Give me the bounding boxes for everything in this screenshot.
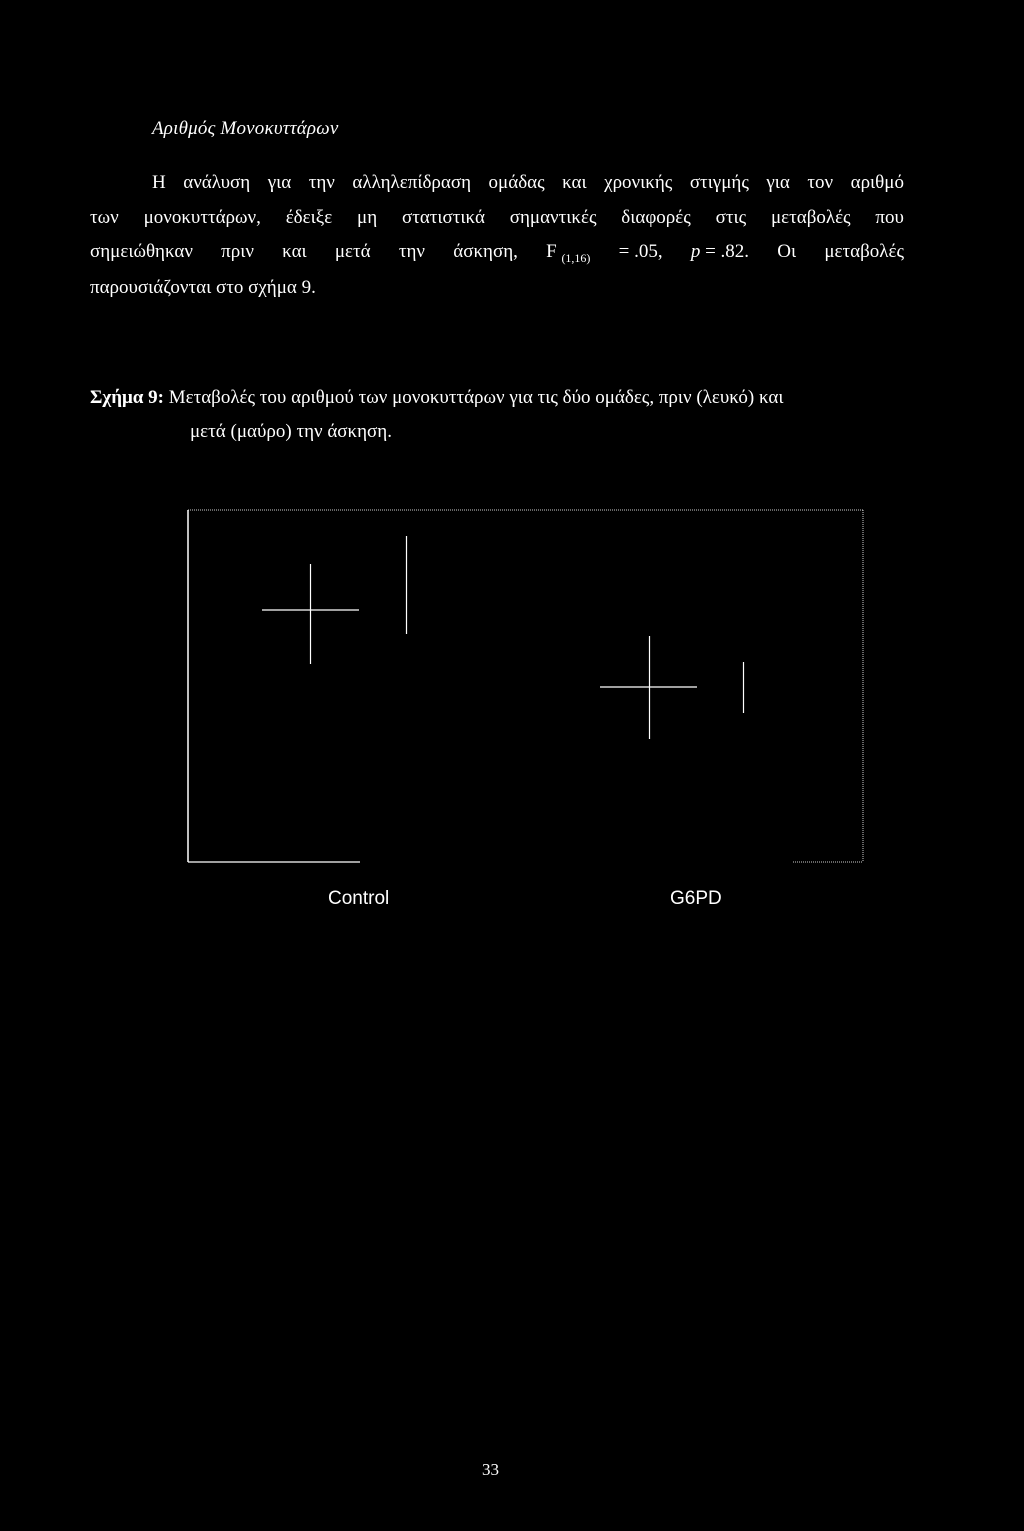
word: ανάλυση <box>183 172 251 193</box>
word: διαφορές <box>621 206 691 228</box>
word: στις <box>715 206 747 228</box>
word: Η <box>152 172 166 193</box>
p-statistic <box>691 235 749 271</box>
word: μεταβολές <box>770 206 851 228</box>
word: για <box>766 172 790 193</box>
word: αριθμό <box>850 172 904 193</box>
f-label: F <box>546 241 557 262</box>
word: πριν <box>221 241 254 262</box>
page-number: 33 <box>482 1460 499 1479</box>
f-statistic <box>546 235 590 271</box>
word: άσκηση, <box>453 241 518 262</box>
body-paragraph <box>90 166 904 305</box>
word: στιγμής <box>689 172 749 193</box>
caption-label: Σχήμα 9: <box>90 387 164 408</box>
monocyte-chart <box>186 506 866 876</box>
figure-caption <box>90 381 920 449</box>
word: σημαντικές <box>509 206 597 228</box>
section-heading: Αριθμός Μονοκυττάρων <box>152 118 339 139</box>
word: στατιστικά <box>401 206 485 228</box>
caption-line-2: μετά (μαύρο) την άσκηση. <box>190 421 392 442</box>
paragraph-line-1 <box>90 166 904 201</box>
paragraph-line-4: παρουσιάζονται στο σχήμα 9. <box>90 276 316 298</box>
word: μονοκυττάρων, <box>143 206 261 228</box>
word: για <box>267 172 292 193</box>
f-degrees-of-freedom: (1,16) <box>561 251 591 265</box>
word: των <box>90 206 119 228</box>
bar-control-before <box>262 564 359 664</box>
x-tick-control: Control <box>328 888 390 909</box>
caption-line-1 <box>90 381 920 415</box>
word: σημειώθηκαν <box>90 241 193 262</box>
word: αλληλεπίδραση <box>352 172 472 193</box>
f-value: = .05, <box>618 241 663 262</box>
word: έδειξε <box>285 206 333 228</box>
paragraph-line-2 <box>90 201 904 236</box>
word: και <box>282 241 307 262</box>
word: μη <box>357 206 378 228</box>
word: χρονικής <box>604 172 673 193</box>
word: που <box>875 206 904 228</box>
word: την <box>308 172 335 193</box>
word: Οι <box>777 241 797 262</box>
paragraph-line-3 <box>90 235 904 271</box>
word: ομάδας <box>488 172 545 193</box>
p-label: p <box>690 241 701 262</box>
word: μετά <box>334 241 371 262</box>
caption-text: Μεταβολές του αριθμού των μονοκυττάρων για τις δύο ομάδες, πριν (λευκό) και <box>168 387 784 408</box>
p-value: = .82. <box>705 241 750 262</box>
word: τον <box>807 172 834 193</box>
word: την <box>398 241 426 262</box>
word: και <box>562 172 587 193</box>
chart-svg <box>186 506 866 876</box>
bar-g6pd-before <box>600 636 697 739</box>
x-tick-g6pd: G6PD <box>670 888 722 909</box>
word: μεταβολές <box>824 241 904 262</box>
